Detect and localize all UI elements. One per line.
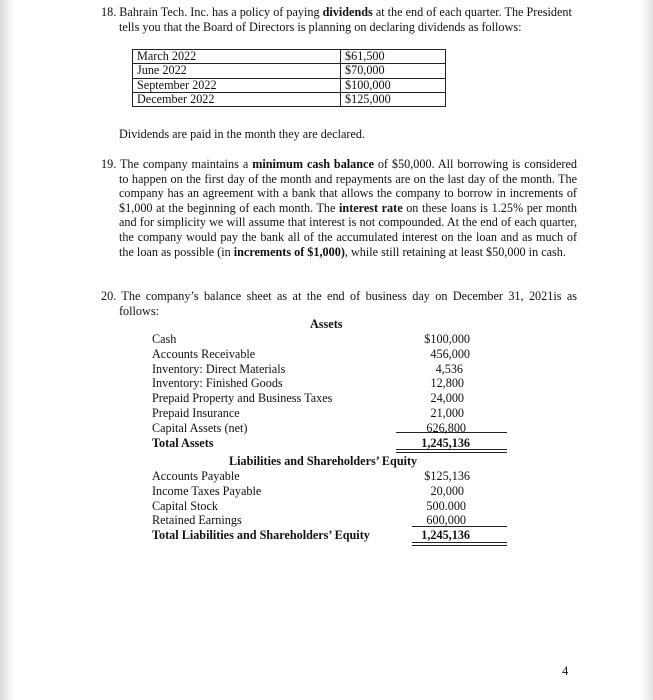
dividend-amount: $70,000 (341, 64, 446, 78)
bold-term: increments of $1,000) (233, 244, 345, 259)
table-row: Prepaid Insurance 21,000 (152, 406, 464, 420)
total-liabilities-row: Total Liabilities and Shareholders’ Equity 1,245,136 (152, 528, 470, 543)
page-number: 4 (562, 664, 569, 678)
liabilities-heading: Liabilities and Shareholders’ Equity (229, 454, 418, 468)
double-underline-rule (396, 452, 507, 453)
assets-heading: Assets (310, 317, 343, 331)
table-row (133, 92, 446, 106)
table-row: Accounts Payable $125,136 (152, 469, 470, 483)
dividend-amount: $61,500 (341, 50, 446, 64)
dividend-amount: $125,000 (341, 92, 446, 106)
page-edge-shadow (641, 0, 653, 700)
total-assets-row: Total Assets 1,245,136 (152, 435, 470, 450)
dividend-note: Dividends are paid in the month they are declared. (119, 127, 366, 141)
table-row: Capital Assets (net) 626,800 (152, 420, 466, 435)
question-18: 18. Bahrain Tech. Inc. has a policy of paying dividends at the end of each quarter. The President tells you that the Board of Directors is planning on declaring dividends as follows: (101, 5, 572, 34)
bold-term: minimum cash balance (252, 157, 374, 171)
question-number: 20. (101, 289, 117, 303)
question-20: 20. The company’s balance sheet as at the end of business day on December 31, 2021is as follows: (101, 289, 578, 318)
underline-rule (396, 432, 507, 433)
table-row (133, 78, 446, 92)
bold-term: dividends (322, 5, 373, 19)
table-row: Inventory: Finished Goods 12,800 (152, 376, 464, 391)
dividend-month: December 2022 (133, 92, 341, 106)
table-row: Income Taxes Payable 20,000 (152, 483, 464, 498)
table-row (133, 64, 446, 78)
underline-rule (412, 526, 507, 527)
dividends-table (132, 49, 446, 107)
double-underline-rule (412, 542, 507, 543)
dividend-month: September 2022 (133, 78, 341, 92)
dividend-amount: $100,000 (341, 78, 446, 92)
question-number: 19. (101, 157, 117, 171)
dividend-month: June 2022 (133, 64, 341, 78)
question-19: 19. The company maintains a minimum cash balance of $50,000. All borrowing is considered to happen on the first day of the month and repayments are on the last day of the month. The company has an agreement with a bank that allows the company to borrow in increments of $1,000 at the beginning of each month. The interest rate on these loans is 1.25% per month and for simplicity we will assume that interest is not compounded. At the end of each quarter, the company would pay the bank all of the accumulated interest on the loan and as much of the loan as possible (in increments of $1,000), while still retaining at least $50,000 in cash. (101, 157, 577, 259)
double-underline-rule (412, 545, 507, 546)
question-number: 18. (101, 5, 117, 19)
table-row: Retained Earnings 600,000 (152, 513, 466, 528)
double-underline-rule (396, 449, 507, 450)
table-row: Inventory: Direct Materials 4,536 (152, 361, 463, 376)
bold-term: interest rate (339, 200, 403, 215)
table-row: Prepaid Property and Business Taxes 24,000 (152, 391, 464, 406)
table-row (133, 50, 446, 64)
assets-section (152, 332, 470, 452)
table-row: Cash $100,000 (152, 332, 470, 346)
table-row: Accounts Receivable 456,000 (152, 346, 470, 361)
dividend-month: March 2022 (133, 50, 341, 64)
page-edge-shadow (0, 0, 14, 700)
table-row: Capital Stock 500.000 (152, 498, 466, 513)
liabilities-section (152, 469, 470, 549)
